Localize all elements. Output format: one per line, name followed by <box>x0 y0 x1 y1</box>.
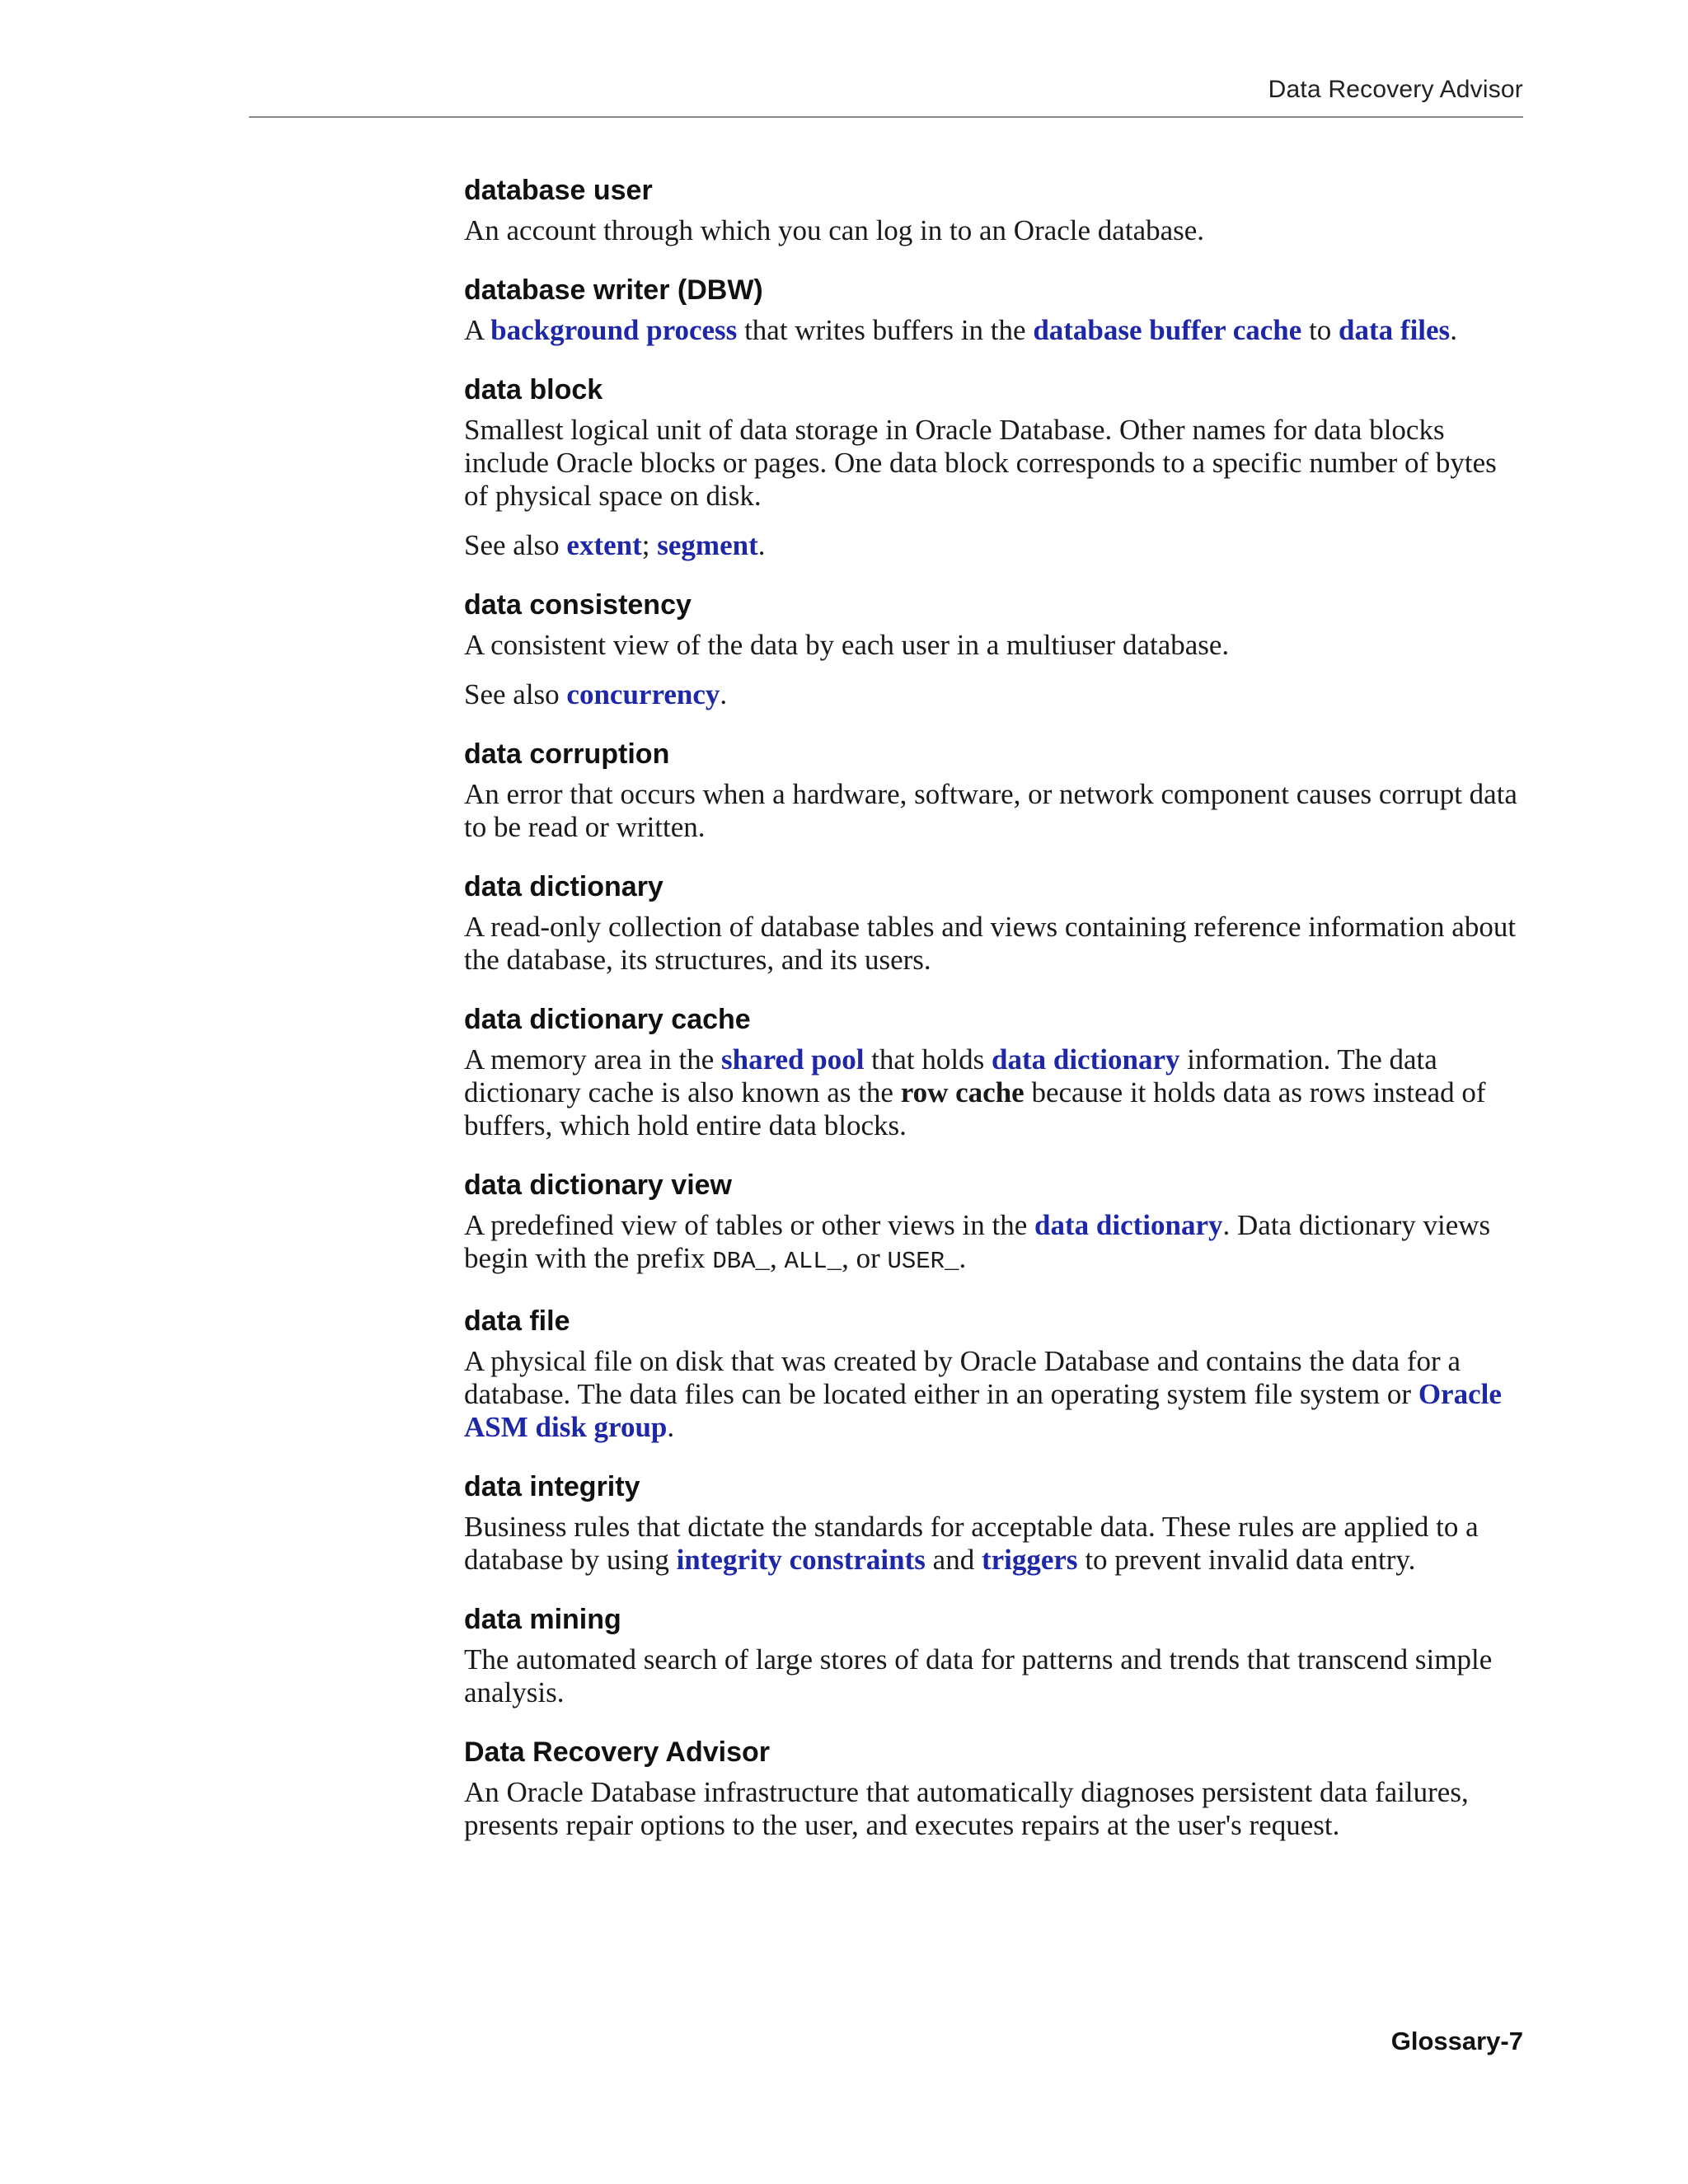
definition-text: An Oracle Database infrastructure that automatically diagnoses persistent data failures, presents repair options to the user, and executes repairs at the user's request. <box>464 1776 1469 1841</box>
link-background-process[interactable]: background process <box>490 314 738 346</box>
definition-text: A predefined view of tables or other views in the <box>464 1209 1035 1241</box>
definition-text: , <box>769 1242 785 1274</box>
definition-text: A memory area in the <box>464 1043 721 1076</box>
code-prefix-dba: DBA_ <box>712 1248 770 1275</box>
emphasized-term-row-cache: row cache <box>900 1076 1025 1108</box>
term-heading: data integrity <box>464 1471 640 1502</box>
definition-text: A physical file on disk that was created by Oracle Database and contains the data for a database. The data files can be located either in an operating system file system or <box>464 1345 1461 1410</box>
definition-text: . <box>959 1242 967 1274</box>
link-database-buffer-cache[interactable]: database buffer cache <box>1033 314 1302 346</box>
glossary-entry-data-integrity <box>464 1469 1527 1577</box>
link-concurrency[interactable]: concurrency <box>566 678 720 710</box>
glossary-entry-database-writer <box>464 273 1527 347</box>
definition-paragraph <box>464 414 1527 513</box>
definition-text: that writes buffers in the <box>737 314 1034 346</box>
definition-paragraph <box>464 1511 1527 1577</box>
definition-text: A consistent view of the data by each user in a multiuser database. <box>464 629 1230 661</box>
definition-text: A read-only collection of database tables and views containing reference information about the database, its structures, and its users. <box>464 911 1517 976</box>
link-data-dictionary[interactable]: data dictionary <box>992 1043 1180 1076</box>
definition-text: . <box>720 678 728 710</box>
definition-paragraph <box>464 1776 1527 1842</box>
link-extent[interactable]: extent <box>566 529 642 561</box>
glossary-entry-data-dictionary-cache <box>464 1002 1527 1142</box>
glossary-entry-data-recovery-advisor <box>464 1735 1527 1842</box>
definition-text: . <box>1450 314 1457 346</box>
definition-text: . <box>757 529 766 561</box>
definition-text: An account through which you can log in to an Oracle database. <box>464 214 1205 246</box>
definition-text: . Data dictionary views begin with the prefix <box>464 1209 1491 1274</box>
definition-text: because it holds data as rows instead of buffers, which hold entire data blocks. <box>464 1076 1486 1141</box>
definition-paragraph <box>464 911 1527 977</box>
definition-paragraph <box>464 214 1527 247</box>
term-heading: Data Recovery Advisor <box>464 1736 771 1768</box>
definition-text: Business rules that dictate the standards for acceptable data. These rules are applied to a database by using <box>464 1511 1479 1576</box>
definition-text: . <box>667 1411 675 1443</box>
term-heading: data corruption <box>464 738 670 770</box>
glossary-entry-data-corruption <box>464 737 1527 844</box>
term-heading: data dictionary <box>464 871 663 902</box>
definition-paragraph <box>464 314 1527 347</box>
definition-text: See also <box>464 529 567 561</box>
definition-text: to prevent invalid data entry. <box>1077 1544 1416 1576</box>
code-prefix-all: ALL_ <box>784 1248 842 1275</box>
definition-text: to <box>1301 314 1339 346</box>
glossary-entry-data-block <box>464 373 1527 562</box>
definition-text: An error that occurs when a hardware, software, or network component causes corrupt data to be read or written. <box>464 778 1517 843</box>
glossary-entry-data-mining <box>464 1602 1527 1709</box>
link-data-dictionary[interactable]: data dictionary <box>1034 1209 1223 1241</box>
glossary-entry-data-file <box>464 1304 1527 1444</box>
glossary-entry-database-user <box>464 173 1527 247</box>
link-integrity-constraints[interactable]: integrity constraints <box>676 1544 926 1576</box>
term-heading: data dictionary view <box>464 1169 732 1201</box>
term-heading: data dictionary cache <box>464 1004 751 1035</box>
term-heading: data consistency <box>464 589 692 621</box>
definition-paragraph <box>464 1643 1527 1709</box>
link-triggers[interactable]: triggers <box>981 1544 1078 1576</box>
term-heading: data mining <box>464 1604 621 1635</box>
link-data-files[interactable]: data files <box>1339 314 1451 346</box>
glossary-entry-data-dictionary <box>464 869 1527 977</box>
glossary-list <box>464 173 1527 1868</box>
definition-paragraph <box>464 1043 1527 1142</box>
definition-paragraph <box>464 1209 1527 1278</box>
definition-paragraph <box>464 629 1527 662</box>
definition-text: A <box>464 314 491 346</box>
page-number: Glossary-7 <box>1390 2027 1523 2055</box>
see-also-paragraph <box>464 529 1527 562</box>
definition-text: that holds <box>864 1043 992 1076</box>
link-segment[interactable]: segment <box>657 529 758 561</box>
definition-text: and <box>925 1544 982 1576</box>
code-prefix-user: USER_ <box>887 1248 959 1275</box>
link-shared-pool[interactable]: shared pool <box>720 1043 865 1076</box>
glossary-entry-data-consistency <box>464 588 1527 711</box>
link-oracle-asm-disk-group[interactable]: Oracle ASM disk group <box>464 1378 1502 1443</box>
term-heading: database writer (DBW) <box>464 274 763 306</box>
definition-text: See also <box>464 678 567 710</box>
header-rule <box>249 116 1523 118</box>
definition-paragraph <box>464 1345 1527 1444</box>
definition-text: information. The data dictionary cache is also known as the <box>464 1043 1437 1108</box>
definition-text: ; <box>641 529 658 561</box>
term-heading: database user <box>464 175 653 206</box>
term-heading: data block <box>464 374 603 405</box>
term-heading: data file <box>464 1305 570 1337</box>
running-header-title: Data Recovery Advisor <box>1268 76 1523 103</box>
definition-paragraph <box>464 778 1527 844</box>
definition-text: Smallest logical unit of data storage in Oracle Database. Other names for data blocks include Oracle blocks or pages. One data block corresponds to a specific number of bytes of physical space on disk. <box>464 414 1497 512</box>
glossary-entry-data-dictionary-view <box>464 1168 1527 1278</box>
definition-text: , or <box>842 1242 888 1274</box>
definition-text: The automated search of large stores of data for patterns and trends that transcend simple analysis. <box>464 1643 1493 1708</box>
see-also-paragraph <box>464 678 1527 711</box>
